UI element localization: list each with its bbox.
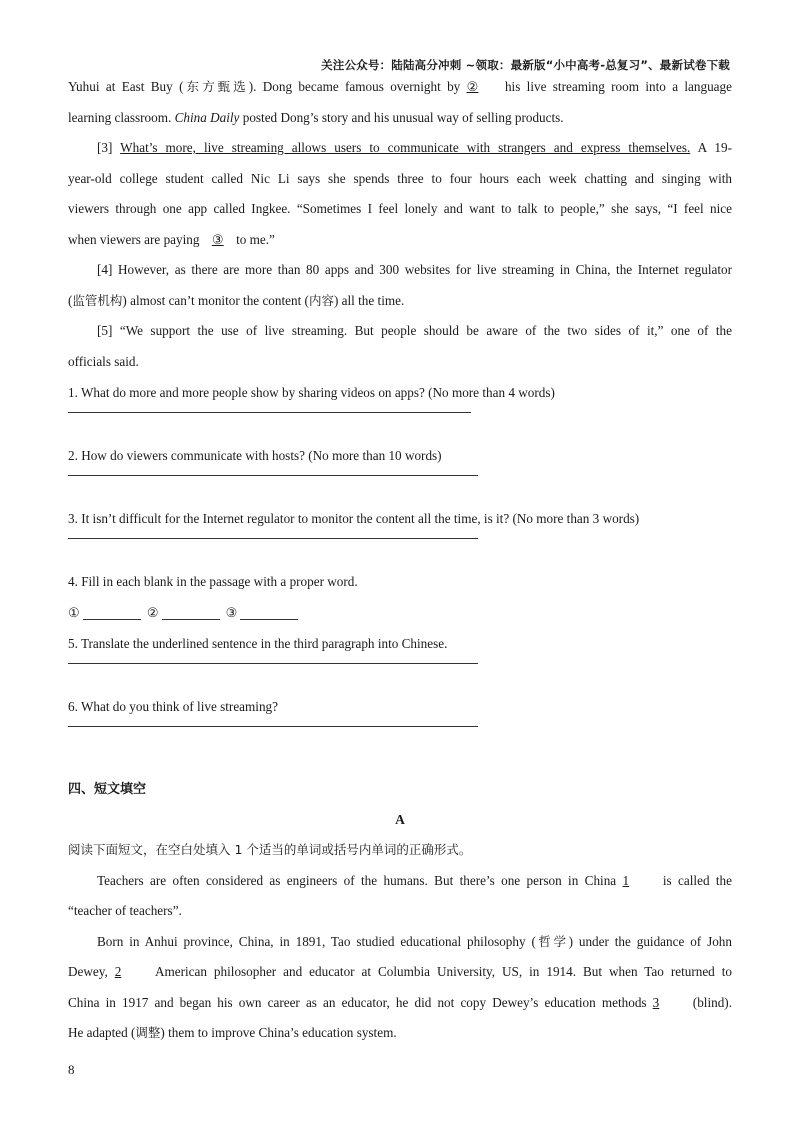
cloze-line: He adapted (调整) them to improve China’s education system. bbox=[68, 1025, 397, 1040]
passage-line: year-old college student called Nic Li says she spends three to four hours each week chatting and singing with bbox=[68, 170, 732, 186]
fill-blank-3[interactable] bbox=[240, 605, 298, 620]
fill-blank-1[interactable] bbox=[83, 605, 141, 620]
cloze-line: Born in Anhui province, China, in 1891, Tao studied educational philosophy (哲学) under the guidance of John bbox=[97, 933, 732, 949]
passage-line: (监管机构) almost can’t monitor the content (内容) all the time. bbox=[68, 292, 405, 308]
cloze-line: Teachers are often considered as engineers of the humans. But there’s one person in China 1 is called the bbox=[68, 866, 732, 897]
passage-line: Yuhui at East Buy (东方甄选). Dong became famous overnight by ② his live streaming room into a language bbox=[68, 72, 732, 103]
fill-blanks-row: ① ② ③ bbox=[68, 597, 732, 628]
question-6: 6. What do you think of live streaming? bbox=[68, 699, 278, 714]
passage-line: learning classroom. China Daily posted Dong’s story and his unusual way of selling products. bbox=[68, 109, 564, 125]
question-4: 4. Fill in each blank in the passage with a proper word. bbox=[68, 574, 358, 589]
passage-line: viewers through one app called Ingkee. “Sometimes I feel lonely and want to talk to people,” she says, “I feel nice bbox=[68, 201, 732, 216]
answer-line-1[interactable] bbox=[68, 408, 732, 440]
cloze-blank-3: 3 bbox=[652, 994, 660, 1010]
section-subtitle: A bbox=[395, 812, 405, 827]
fill-blank-2[interactable] bbox=[162, 605, 220, 620]
blank-3: ③ bbox=[211, 231, 224, 247]
cloze-line: China in 1917 and began his own career as an educator, he did not copy Dewey’s education methods 3 (blind). bbox=[68, 988, 732, 1019]
section-instruction: 阅读下面短文，在空白处填入 1 个适当的单词或括号内单词的正确形式。 bbox=[68, 842, 472, 857]
cloze-line: Dewey, 2 American philosopher and educator at Columbia University, US, in 1914. But when Tao returned to bbox=[68, 957, 732, 988]
answer-line-2[interactable] bbox=[68, 471, 732, 503]
answer-line-3[interactable] bbox=[68, 534, 732, 566]
cloze-line: “teacher of teachers”. bbox=[68, 903, 182, 918]
section-title: 四、短文填空 bbox=[68, 782, 147, 797]
passage-line: [5] “We support the use of live streaming. But people should be aware of the two sides of it,” one of the bbox=[97, 323, 732, 338]
question-1: 1. What do more and more people show by sharing videos on apps? (No more than 4 words) bbox=[68, 385, 555, 400]
passage-line: officials said. bbox=[68, 353, 139, 369]
page-header: 关注公众号：陆陆高分冲刺 ~领取：最新版“小中高考-总复习”、最新试卷下载 bbox=[321, 58, 730, 72]
passage-line: [3] What’s more, live streaming allows users to communicate with strangers and express themselves. A 19- bbox=[97, 140, 733, 155]
passage-line: when viewers are paying ③ to me.” bbox=[68, 225, 732, 256]
blank-2: ② bbox=[466, 79, 479, 94]
cloze-blank-1: 1 bbox=[622, 872, 630, 888]
question-2: 2. How do viewers communicate with hosts? (No more than 10 words) bbox=[68, 448, 442, 463]
answer-line-6[interactable] bbox=[68, 722, 732, 754]
underlined-sentence: What’s more, live streaming allows users to communicate with strangers and express themselves. bbox=[120, 140, 691, 155]
question-5: 5. Translate the underlined sentence in the third paragraph into Chinese. bbox=[68, 636, 448, 651]
page-content bbox=[68, 72, 732, 1049]
page-number: 8 bbox=[68, 1062, 75, 1077]
question-3: 3. It isn’t difficult for the Internet regulator to monitor the content all the time, is it? (No more than 3 words) bbox=[68, 511, 640, 526]
passage-line: [4] However, as there are more than 80 apps and 300 websites for live streaming in China, the Internet regulator bbox=[97, 262, 732, 277]
cloze-blank-2: 2 bbox=[114, 964, 122, 979]
answer-line-5[interactable] bbox=[68, 659, 732, 691]
